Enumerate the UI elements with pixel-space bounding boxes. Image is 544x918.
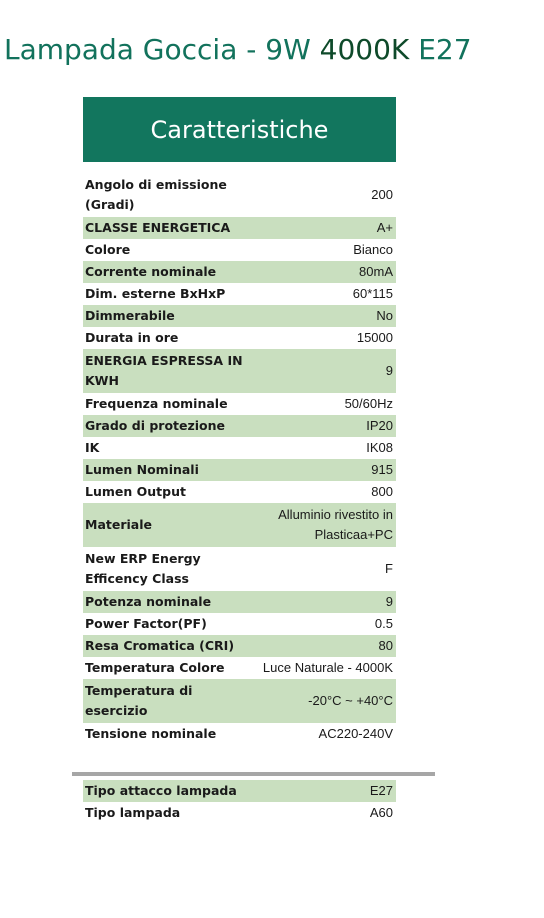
title-main: Lampada Goccia - 9W <box>4 33 311 66</box>
spec-row <box>83 780 396 802</box>
spec-row <box>83 173 396 217</box>
spec-row <box>83 481 396 503</box>
spec-value: 800 <box>371 484 393 499</box>
spec-label: Tipo lampada <box>85 805 181 820</box>
spec-value: A60 <box>369 805 393 820</box>
spec-value: AC220-240V <box>318 726 393 741</box>
section-divider <box>72 772 435 776</box>
spec-row <box>83 613 396 635</box>
spec-value: IP20 <box>253 415 396 437</box>
spec-value: 15000 <box>356 330 393 345</box>
spec-label: Dimmerabile <box>83 305 253 327</box>
spec-row <box>83 305 396 327</box>
spec-row <box>83 547 396 591</box>
spec-label: Lumen Nominali <box>83 459 253 481</box>
spec-label: IK <box>85 440 100 455</box>
spec-value: 60*115 <box>352 286 393 301</box>
spec-value: 200 <box>371 187 393 202</box>
spec-label: Temperatura di esercizio <box>83 679 253 723</box>
spec-row <box>83 635 396 657</box>
spec-row <box>83 802 396 824</box>
spec-label: ENERGIA ESPRESSA IN KWH <box>83 349 253 393</box>
spec-label: Tipo attacco lampada <box>83 780 253 802</box>
spec-row <box>83 437 396 459</box>
page-title <box>4 28 472 72</box>
spec-value: No <box>253 305 396 327</box>
spec-value: Luce Naturale - 4000K <box>262 660 393 675</box>
spec-value: Alluminio rivestito in Plasticaa+PC <box>253 503 396 547</box>
spec-row <box>83 415 396 437</box>
spec-value: A+ <box>253 217 396 239</box>
spec-label: Corrente nominale <box>83 261 253 283</box>
title-accent: 4000K <box>319 33 410 66</box>
spec-value: 915 <box>253 459 396 481</box>
spec-header <box>83 97 396 162</box>
spec-value: F <box>385 561 393 576</box>
spec-label: Dim. esterne BxHxP <box>85 286 226 301</box>
spec-row <box>83 349 396 393</box>
spec-value: IK08 <box>366 440 393 455</box>
spec-row <box>83 503 396 547</box>
spec-value: Bianco <box>353 242 393 257</box>
spec-row <box>83 239 396 261</box>
spec-label: Lumen Output <box>85 484 186 499</box>
spec-table <box>83 173 396 745</box>
spec-label: New ERP Energy Efficency Class <box>85 551 201 586</box>
spec-row <box>83 723 396 745</box>
spec-label: Tensione nominale <box>85 726 217 741</box>
spec-label: Potenza nominale <box>83 591 253 613</box>
spec-row <box>83 217 396 239</box>
spec-label: Power Factor(PF) <box>85 616 207 631</box>
spec-label: Frequenza nominale <box>85 396 228 411</box>
spec-label: Materiale <box>83 503 253 547</box>
spec-label: Colore <box>85 242 131 257</box>
spec-header-label: Caratteristiche <box>150 115 329 144</box>
spec-row <box>83 327 396 349</box>
spec-row <box>83 657 396 679</box>
spec-row <box>83 679 396 723</box>
spec-row <box>83 261 396 283</box>
spec-label: Grado di protezione <box>83 415 253 437</box>
spec-label: Temperatura Colore <box>85 660 225 675</box>
spec-label: CLASSE ENERGETICA <box>83 217 253 239</box>
spec-value: 50/60Hz <box>344 396 393 411</box>
spec-label: Resa Cromatica (CRI) <box>83 635 253 657</box>
footer-spec-table <box>83 780 396 824</box>
spec-value: 9 <box>253 591 396 613</box>
spec-value: 9 <box>253 349 396 393</box>
spec-value: 80 <box>253 635 396 657</box>
title-suffix: E27 <box>418 33 472 66</box>
spec-label: Angolo di emissione (Gradi) <box>85 177 227 212</box>
spec-value: -20°C ~ +40°C <box>253 679 396 723</box>
spec-row <box>83 459 396 481</box>
spec-value: 0.5 <box>374 616 393 631</box>
spec-row <box>83 283 396 305</box>
spec-label: Durata in ore <box>85 330 179 345</box>
spec-value: E27 <box>253 780 396 802</box>
spec-row <box>83 393 396 415</box>
spec-value: 80mA <box>253 261 396 283</box>
spec-card <box>83 97 396 745</box>
spec-row <box>83 591 396 613</box>
